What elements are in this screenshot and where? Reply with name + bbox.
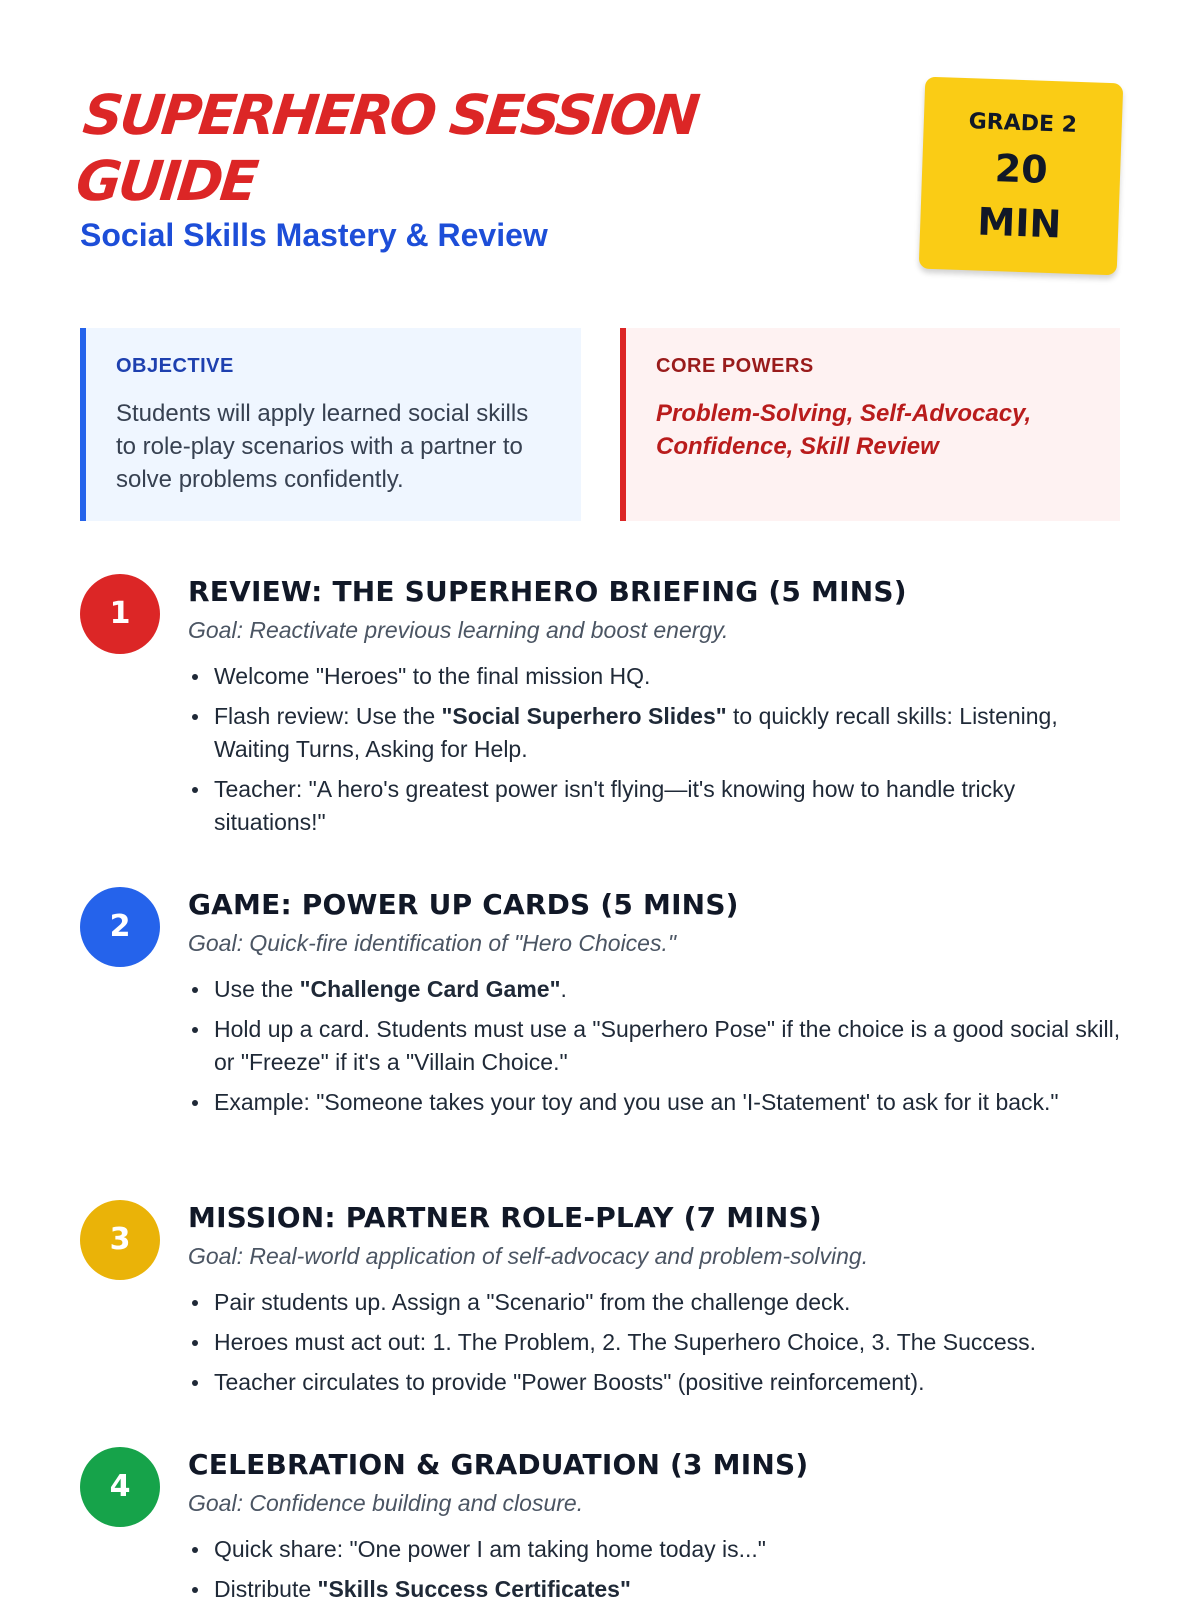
- section-item-list: [188, 1286, 1124, 1399]
- core-powers-label: CORE POWERS: [656, 355, 814, 377]
- bullet-icon: [192, 1547, 198, 1553]
- bullet-icon: [192, 987, 198, 993]
- section-title: REVIEW: THE SUPERHERO BRIEFING (5 MINS): [188, 575, 907, 608]
- list-item: Pair students up. Assign a "Scenario" from the challenge deck.: [188, 1286, 1124, 1319]
- section-item-list: [188, 660, 1124, 839]
- section-title: MISSION: PARTNER ROLE-PLAY (7 MINS): [188, 1201, 822, 1234]
- section-title: GAME: POWER UP CARDS (5 MINS): [188, 888, 739, 921]
- page-subtitle: Social Skills Mastery & Review: [80, 217, 548, 253]
- core-powers-text: Problem-Solving, Self-Advocacy, Confidence, Skill Review: [656, 400, 1032, 460]
- section-goal: Goal: Quick-fire identification of "Hero Choices.": [188, 930, 677, 956]
- bullet-icon: [192, 787, 198, 793]
- list-item: Heroes must act out: 1. The Problem, 2. The Superhero Choice, 3. The Success.: [188, 1326, 1124, 1359]
- core-powers-box: [620, 328, 1120, 521]
- bullet-icon: [192, 1100, 198, 1106]
- bullet-icon: [192, 1300, 198, 1306]
- objective-label: OBJECTIVE: [116, 355, 234, 377]
- step-number-badge: 2: [80, 887, 160, 967]
- list-item: Example: "Someone takes your toy and you use an 'I-Statement' to ask for it back.": [188, 1086, 1124, 1119]
- objective-text: Students will apply learned social skills to role-play scenarios with a partner to solve problems confidently.: [116, 400, 529, 493]
- grade-duration-badge: [919, 77, 1124, 276]
- bullet-icon: [192, 674, 198, 680]
- section-goal: Goal: Real-world application of self-advocacy and problem-solving.: [188, 1243, 869, 1269]
- bullet-icon: [192, 1380, 198, 1386]
- bullet-icon: [192, 1340, 198, 1346]
- bullet-icon: [192, 1027, 198, 1033]
- step-number-badge: 3: [80, 1200, 160, 1280]
- section-title: CELEBRATION & GRADUATION (3 MINS): [188, 1448, 809, 1481]
- objective-box: [80, 328, 581, 521]
- list-item: Use the "Challenge Card Game".: [188, 973, 1124, 1006]
- step-number-badge: 4: [80, 1447, 160, 1527]
- list-item: Teacher circulates to provide "Power Boosts" (positive reinforcement).: [188, 1366, 1124, 1399]
- step-number-badge: 1: [80, 574, 160, 654]
- list-item: Distribute "Skills Success Certificates": [188, 1573, 1124, 1606]
- list-item: Welcome "Heroes" to the final mission HQ.: [188, 660, 1124, 693]
- list-item: Teacher: "A hero's greatest power isn't flying—it's knowing how to handle tricky situations!": [188, 773, 1124, 839]
- section-item-list: [188, 1533, 1124, 1606]
- section-goal: Goal: Confidence building and closure.: [188, 1490, 584, 1516]
- duration-label: 20 MIN: [976, 146, 1062, 247]
- page-title: SUPERHERO SESSION GUIDE: [73, 83, 700, 213]
- section-goal: Goal: Reactivate previous learning and boost energy.: [188, 617, 729, 643]
- bullet-icon: [192, 1587, 198, 1593]
- list-item: Flash review: Use the "Social Superhero Slides" to quickly recall skills: Listening, Waiting Turns, Asking for Help.: [188, 700, 1124, 766]
- section-item-list: [188, 973, 1124, 1119]
- bullet-icon: [192, 714, 198, 720]
- list-item: Quick share: "One power I am taking home today is...": [188, 1533, 1124, 1566]
- list-item: Hold up a card. Students must use a "Superhero Pose" if the choice is a good social skill, or "Freeze" if it's a "Villain Choice.": [188, 1013, 1124, 1079]
- grade-label: GRADE 2: [968, 109, 1078, 138]
